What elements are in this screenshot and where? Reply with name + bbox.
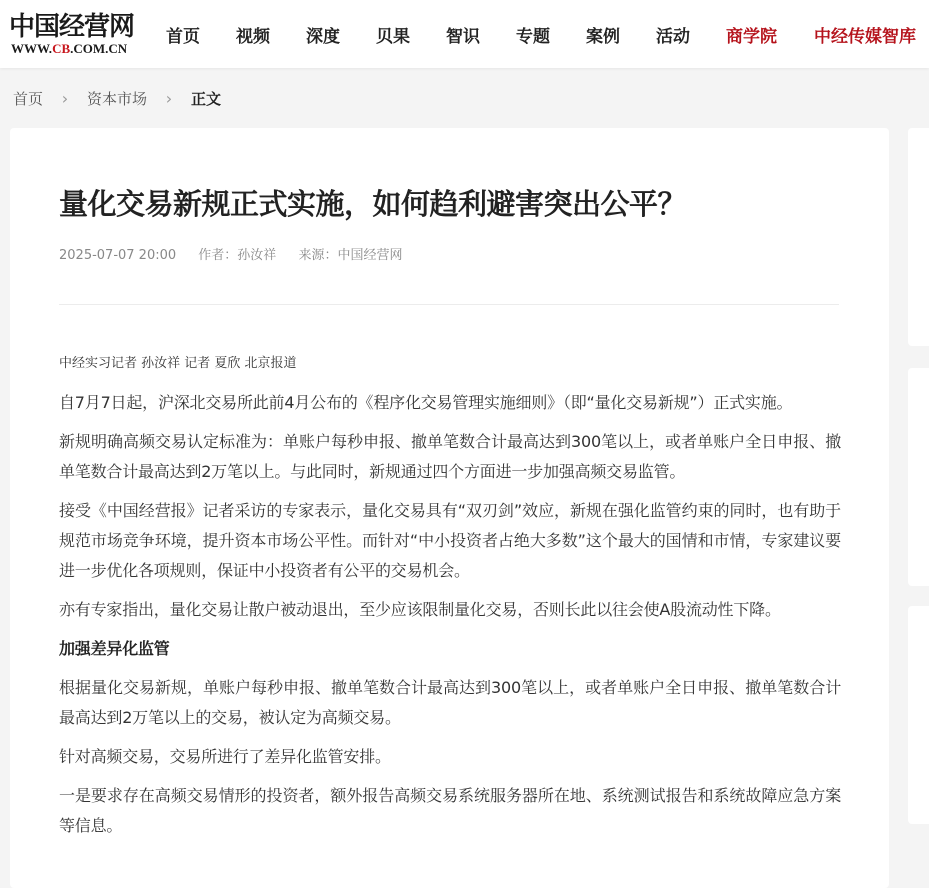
- article-card: [10, 128, 889, 888]
- breadcrumb-current: 正文: [190, 90, 221, 108]
- nav-item-depth[interactable]: 深度: [306, 27, 340, 47]
- article-date: 2025-07-07 20:00: [59, 248, 177, 263]
- breadcrumb-capital-market[interactable]: 资本市场: [86, 90, 147, 108]
- article-paragraph: 一是要求存在高频交易情形的投资者，额外报告高频交易系统服务器所在地、系统测试报告和系统故障应急方案等信息。: [59, 786, 841, 835]
- chevron-right-icon: ›: [165, 89, 173, 108]
- nav-item-think-tank[interactable]: 中经传媒智库: [814, 27, 916, 47]
- article-source: 来源：中国经营网: [298, 248, 403, 263]
- article-author: 作者：孙汝祥: [198, 248, 277, 263]
- chevron-right-icon: ›: [61, 89, 69, 108]
- breadcrumb: [13, 88, 221, 110]
- article-title: 量化交易新规正式实施，如何趋利避害突出公平？: [59, 187, 687, 221]
- nav-item-bagel[interactable]: 贝果: [376, 27, 410, 47]
- nav-item-business-school[interactable]: 商学院: [726, 27, 777, 47]
- article-byline: 中经实习记者 孙汝祥 记者 夏欣 北京报道: [59, 356, 297, 371]
- article-paragraph: 新规明确高频交易认定标准为：单账户每秒申报、撤单笔数合计最高达到300笔以上，或者单账户全日申报、撤单笔数合计最高达到2万笔以上。与此同时，新规通过四个方面进一步加强高频交易监管。: [59, 432, 841, 481]
- logo-text: 中国经营网: [9, 12, 135, 42]
- sidebar-card: [908, 368, 929, 586]
- divider: [59, 304, 839, 305]
- breadcrumb-home[interactable]: 首页: [13, 90, 44, 108]
- article-paragraph: 根据量化交易新规，单账户每秒申报、撤单笔数合计最高达到300笔以上，或者单账户全日申报、撤单笔数合计最高达到2万笔以上的交易，被认定为高频交易。: [59, 678, 841, 727]
- nav-item-video[interactable]: 视频: [236, 27, 270, 47]
- article-subheading: 加强差异化监管: [59, 639, 170, 658]
- nav-item-topics[interactable]: 专题: [516, 27, 550, 47]
- article-paragraph: 针对高频交易，交易所进行了差异化监管安排。: [59, 747, 391, 766]
- nav-item-home[interactable]: 首页: [166, 27, 200, 47]
- logo-url-prefix: WWW.: [11, 41, 53, 56]
- sidebar-card: [908, 606, 929, 824]
- main-nav: [0, 0, 929, 68]
- logo-url-red: CB: [52, 41, 71, 56]
- article-paragraph: 亦有专家指出，量化交易让散户被动退出，至少应该限制量化交易，否则长此以往会使A股流动性下降。: [59, 600, 781, 619]
- article-body: [59, 388, 841, 850]
- nav-item-cases[interactable]: 案例: [586, 27, 620, 47]
- sidebar-card: [908, 128, 929, 346]
- nav-item-insight[interactable]: 智识: [446, 27, 480, 47]
- article-meta: [59, 244, 420, 263]
- logo-url-suffix: .COM.CN: [70, 41, 128, 56]
- article-paragraph: 自7月7日起，沪深北交易所此前4月公布的《程序化交易管理实施细则》（即“量化交易新规”）正式实施。: [59, 393, 793, 412]
- article-paragraph: 接受《中国经营报》记者采访的专家表示，量化交易具有“双刃剑”效应，新规在强化监管约束的同时，也有助于规范市场竞争环境，提升资本市场公平性。而针对“中小投资者占绝大多数”这个最大的国情和市情，专家建议要进一步优化各项规则，保证中小投资者有公平的交易机会。: [59, 501, 841, 580]
- nav-item-events[interactable]: 活动: [656, 27, 690, 47]
- site-header: [0, 0, 929, 68]
